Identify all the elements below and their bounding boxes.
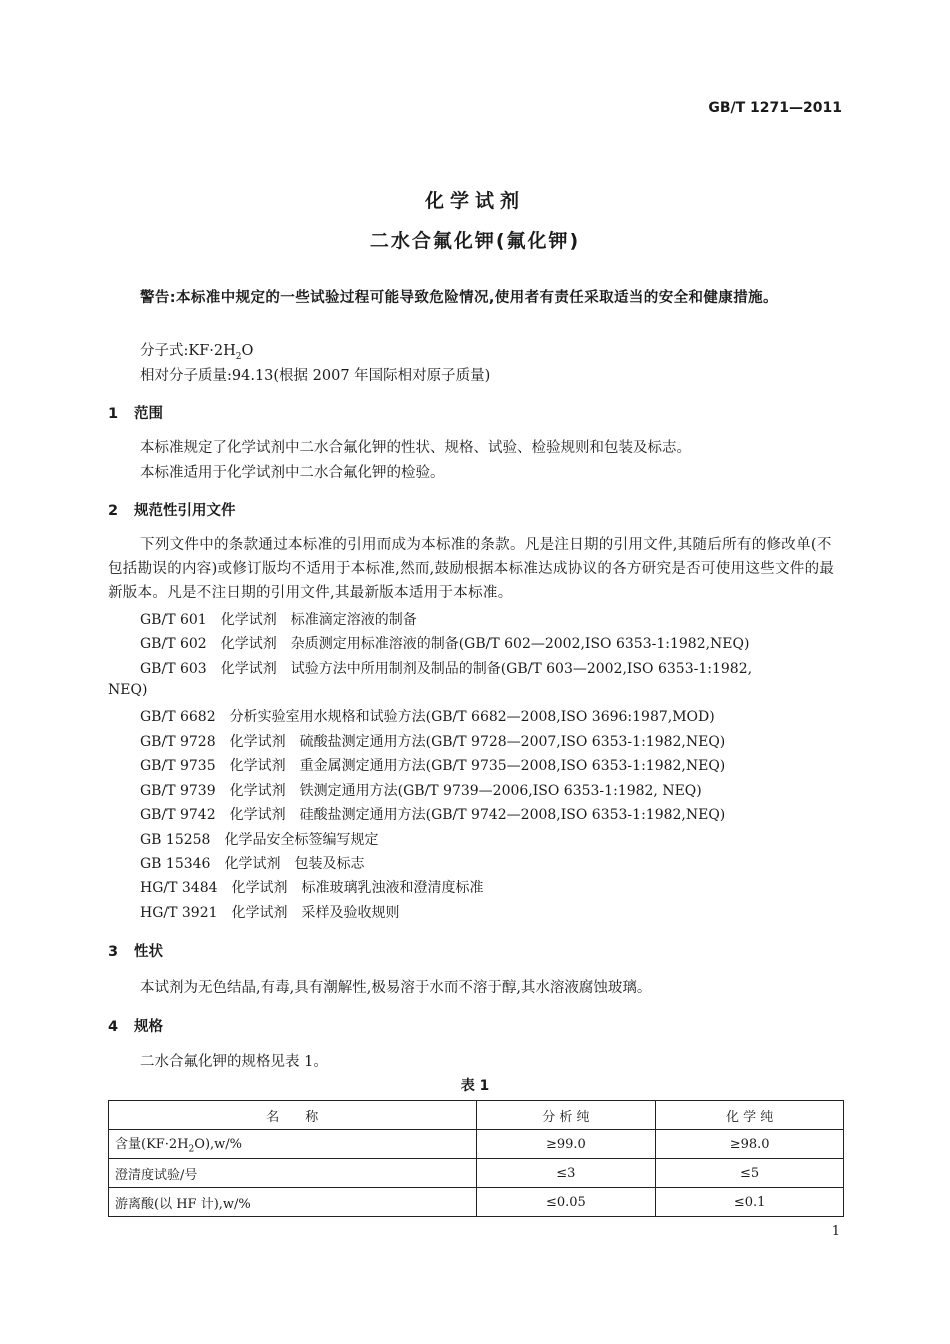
scope-paragraph-1: 本标准规定了化学试剂中二水合氟化钾的性状、规格、试验、检验规则和包装及标志。 — [140, 440, 691, 456]
row-name: 含量$(KF\cdot 2H_2O),w/\%$ — [109, 1130, 477, 1159]
reference-item: GB/T 9739 化学试剂 铁测定通用方法(GB/T 9739—2006,ISO 6353-1:1982, NEQ) — [140, 783, 702, 799]
row-name: 澄清度试验/号 — [109, 1159, 477, 1188]
column-header-chemically-pure: 化 学 纯 — [656, 1101, 844, 1130]
page-number: 1 — [831, 1224, 840, 1239]
reference-item: GB/T 9742 化学试剂 硅酸盐测定通用方法(GB/T 9742—2008,ISO 6353-1:1982,NEQ) — [140, 807, 726, 823]
document-title: 化学试剂 — [424, 190, 525, 212]
reference-item: GB/T 6682 分析实验室用水规格和试验方法(GB/T 6682—2008,ISO 3696:1987,MOD) — [140, 709, 715, 725]
reference-item: GB/T 603 化学试剂 试验方法中所用制剂及制品的制备(GB/T 603—2002,ISO 6353-1:1982, — [140, 661, 753, 677]
table-row — [109, 1159, 844, 1188]
reference-item: GB/T 601 化学试剂 标准滴定溶液的制备 — [140, 612, 417, 628]
row-value-ar: ≥99.0 — [476, 1130, 656, 1159]
table-row — [109, 1188, 844, 1217]
references-intro: 下列文件中的条款通过本标准的引用而成为本标准的条款。凡是注日期的引用文件,其随后所有的修改单(不包括勘误的内容)或修订版均不适用于本标准,然而,鼓励根据本标准达成协议的各方研究是否可使用这些文件的最新版本。凡是不注日期的引用文件,其最新版本适用于本标准。 — [108, 537, 835, 601]
row-value-cp: ≤5 — [656, 1159, 844, 1188]
row-name: 游离酸(以 HF 计),w/% — [109, 1188, 477, 1217]
section-heading-2: 2 规范性引用文件 — [108, 503, 236, 519]
table-row — [109, 1130, 844, 1159]
document-subtitle: 二水合氟化钾(氟化钾) — [369, 230, 581, 252]
reference-item: GB 15346 化学试剂 包装及标志 — [140, 856, 365, 872]
reference-item: GB/T 602 化学试剂 杂质测定用标准溶液的制备(GB/T 602—2002,ISO 6353-1:1982,NEQ) — [140, 636, 750, 652]
molar-mass: 相对分子质量:94.13(根据 2007 年国际相对原子质量) — [140, 368, 491, 384]
section-heading-3: 3 性状 — [108, 944, 163, 960]
table-caption: 表 1 — [460, 1078, 490, 1094]
row-value-cp: ≤0.1 — [656, 1188, 844, 1217]
column-header-analytical-reagent: 分 析 纯 — [476, 1101, 656, 1130]
row-value-ar: ≤3 — [476, 1159, 656, 1188]
reference-item: HG/T 3484 化学试剂 标准玻璃乳浊液和澄清度标准 — [140, 880, 484, 896]
reference-item-continuation: NEQ) — [108, 682, 148, 698]
reference-item: HG/T 3921 化学试剂 采样及验收规则 — [140, 905, 400, 921]
properties-paragraph: 本试剂为无色结晶,有毒,具有潮解性,极易溶于水而不溶于醇,其水溶液腐蚀玻璃。 — [140, 980, 652, 996]
column-header-name: 名 称 — [109, 1101, 477, 1130]
section-heading-1: 1 范围 — [108, 406, 163, 422]
section-heading-4: 4 规格 — [108, 1019, 163, 1035]
row-value-ar: ≤0.05 — [476, 1188, 656, 1217]
reference-item: GB/T 9735 化学试剂 重金属测定通用方法(GB/T 9735—2008,ISO 6353-1:1982,NEQ) — [140, 758, 726, 774]
reference-item: GB/T 9728 化学试剂 硫酸盐测定通用方法(GB/T 9728—2007,ISO 6353-1:1982,NEQ) — [140, 734, 726, 750]
safety-warning: 警告:本标准中规定的一些试验过程可能导致危险情况,使用者有责任采取适当的安全和健康措施。 — [140, 290, 778, 306]
scope-paragraph-2: 本标准适用于化学试剂中二水合氟化钾的检验。 — [140, 465, 445, 481]
row-value-cp: ≥98.0 — [656, 1130, 844, 1159]
molecular-formula: 分子式$:KF\cdot 2H_2O$ — [140, 343, 254, 362]
specification-paragraph: 二水合氟化钾的规格见表 1。 — [140, 1054, 328, 1070]
table-header-row — [109, 1101, 844, 1130]
standard-number: GB/T 1271—2011 — [708, 100, 842, 116]
specification-table — [108, 1100, 844, 1217]
reference-item: GB 15258 化学品安全标签编写规定 — [140, 832, 379, 848]
